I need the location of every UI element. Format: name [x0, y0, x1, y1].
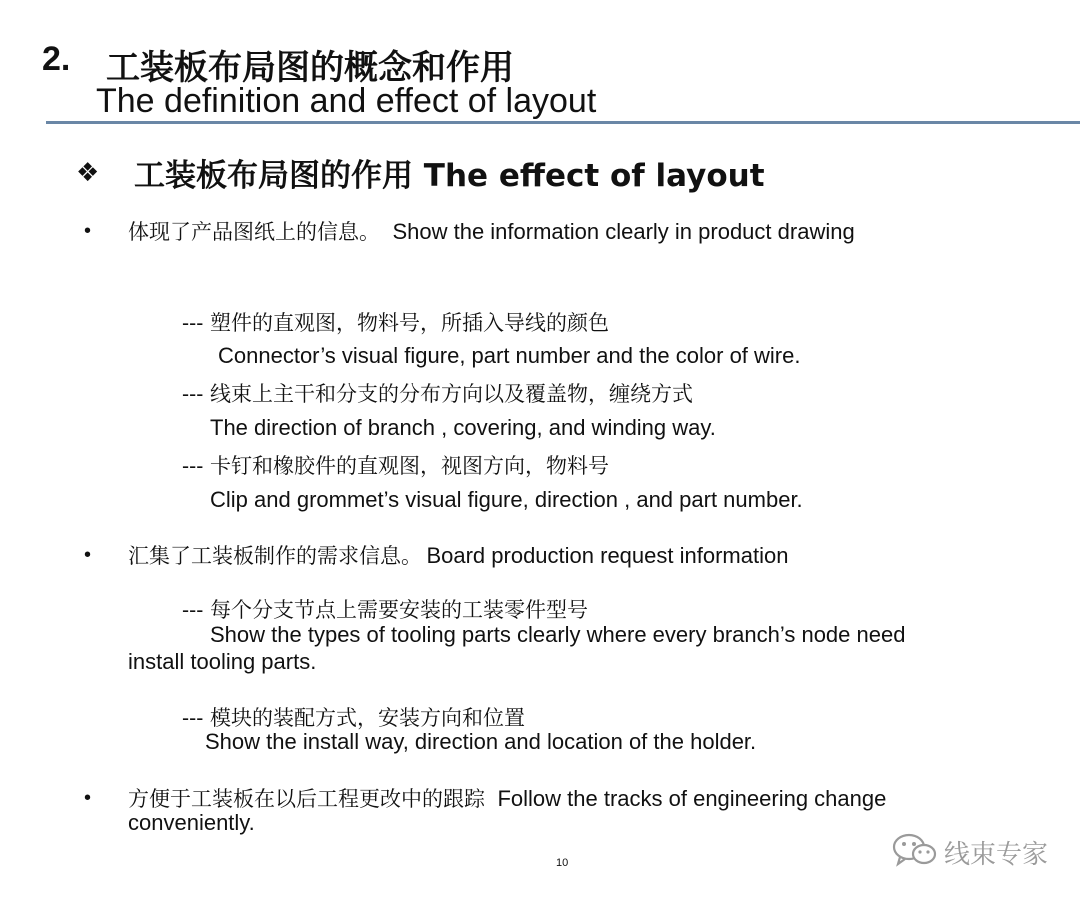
sub-1-1-en: Connector’s visual figure, part number and the color of wire. [218, 343, 801, 368]
sub-1-1-cn: --- 塑件的直观图，物料号，所插入导线的颜色 [182, 311, 609, 335]
sub-1-3-en: Clip and grommet’s visual figure, direction , and part number. [210, 487, 803, 512]
title-chinese: 工装板布局图的概念和作用 [106, 48, 514, 88]
bullet-3-cn: 方便于工装板在以后工程更改中的跟踪 [128, 787, 485, 811]
subtitle: 工装板布局图的作用 The effect of layout [134, 158, 765, 194]
bullet-2-cn: 汇集了工装板制作的需求信息。 [128, 544, 422, 568]
bullet-dot-icon: • [84, 220, 92, 242]
title-divider [46, 121, 1080, 124]
bullet-1 [128, 216, 855, 246]
sub-1-3-cn: --- 卡钉和橡胶件的直观图，视图方向，物料号 [182, 454, 609, 478]
page-number: 10 [556, 857, 569, 869]
sub-2-2-cn: --- 模块的装配方式，安装方向和位置 [182, 706, 525, 730]
watermark-text: 线束专家 [944, 840, 1049, 870]
bullet-dot-icon: • [84, 544, 92, 566]
sub-2-2-en: Show the install way, direction and location of the holder. [205, 729, 757, 754]
sub-2-1-en-cont: install tooling parts. [128, 649, 317, 674]
sub-2-1-en: Show the types of tooling parts clearly where every branch’s node need [210, 622, 906, 647]
bullet-3 [128, 783, 886, 813]
title-english: The definition and effect of layout [96, 82, 597, 120]
bullet-2 [128, 540, 788, 570]
section-number: 2. [42, 40, 71, 78]
sub-2-1-cn: --- 每个分支节点上需要安装的工装零件型号 [182, 598, 588, 622]
watermark [892, 832, 1048, 873]
diamond-bullet-icon: ❖ [76, 158, 100, 188]
bullet-1-en: Show the information clearly in product drawing [392, 219, 855, 244]
bullet-2-en: Board production request information [426, 543, 789, 568]
sub-1-2-cn: --- 线束上主干和分支的分布方向以及覆盖物，缠绕方式 [182, 382, 693, 406]
bullet-3-en: Follow the tracks of engineering change [497, 786, 887, 811]
bullet-dot-icon: • [84, 787, 92, 809]
sub-1-2-en: The direction of branch , covering, and winding way. [210, 415, 716, 440]
wechat-icon [892, 832, 938, 873]
bullet-1-cn: 体现了产品图纸上的信息。 [128, 220, 380, 244]
bullet-3-en-cont: conveniently. [128, 810, 255, 835]
